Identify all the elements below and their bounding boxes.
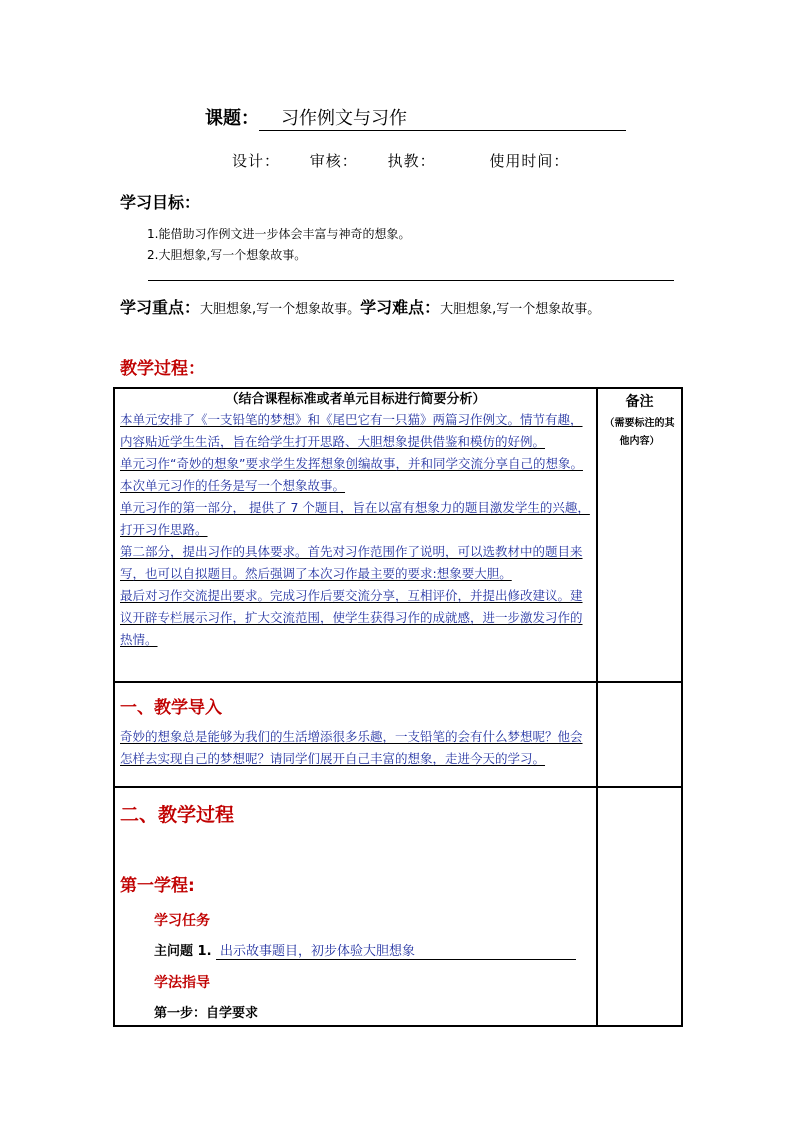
analysis-text — [120, 409, 591, 651]
analysis-head: （结合课程标准或者单元目标进行简要分析） — [225, 392, 486, 407]
key-row — [120, 295, 600, 318]
task-label: 学习任务 — [154, 913, 210, 929]
intro-cell — [114, 682, 597, 787]
difficulty-value: 大胆想象,写一个想象故事。 — [440, 302, 601, 317]
section1-text — [120, 726, 591, 770]
section2-title: 二、教学过程 — [120, 804, 235, 826]
meta-teach: 执教： — [387, 152, 436, 170]
note-cell-empty — [597, 787, 682, 1026]
meta-row — [232, 150, 593, 171]
process-title: 教学过程： — [120, 359, 205, 379]
difficulty-label: 学习难点： — [360, 298, 441, 317]
lesson-table — [113, 387, 683, 1027]
question-text: 出示故事题目，初步体验大胆想象 — [216, 940, 576, 960]
goal-item: 2.大胆想象,写一个想象故事。 — [147, 248, 307, 262]
topic-label: 课题： — [205, 108, 259, 129]
analysis-paragraph: 单元习作“奇妙的想象”要求学生发挥想象创编故事，并和同学交流分享自己的想象。本次单元习作的任务是写一个想象故事。 — [120, 456, 583, 493]
focus-value: 大胆想象,写一个想象故事。 — [200, 302, 361, 317]
divider — [148, 280, 674, 281]
meta-time: 使用时间： — [489, 152, 570, 170]
question-label: 主问题 1. — [154, 944, 212, 959]
goals-title: 学习目标： — [120, 193, 201, 212]
focus-label: 学习重点： — [120, 298, 201, 317]
section1-title: 一、教学导入 — [120, 698, 222, 718]
note-sub: （需要标注的其他内容） — [604, 418, 675, 447]
analysis-paragraph: 第二部分，提出习作的具体要求。首先对习作范围作了说明，可以选教材中的题目来写，也可以自拟题目。然后强调了本次习作最主要的要求:想象要大胆。 — [120, 544, 583, 581]
goal-item: 1.能借助习作例文进一步体会丰富与神奇的想象。 — [147, 227, 411, 241]
method-label: 学法指导 — [154, 975, 210, 991]
step-label: 第一步：自学要求 — [154, 1006, 259, 1021]
meta-design: 设计： — [232, 152, 281, 170]
note-cell-empty — [597, 682, 682, 787]
topic-value: 习作例文与习作 — [259, 104, 626, 131]
analysis-paragraph: 最后对习作交流提出要求。完成习作后要交流分享，互相评价，并提出修改建议。建议开辟专栏展示习作，扩大交流范围，使学生获得习作的成就感，进一步激发习作的热情。 — [120, 588, 583, 647]
meta-review: 审核： — [309, 152, 358, 170]
process-cell — [114, 787, 597, 1026]
goals-list — [147, 224, 410, 266]
learn-stage-title: 第一学程: — [120, 876, 195, 896]
analysis-cell — [114, 388, 597, 682]
topic-row — [205, 104, 626, 131]
section1-paragraph: 奇妙的想象总是能够为我们的生活增添很多乐趣，一支铅笔的会有什么梦想呢？他会怎样去实现自己的梦想呢？请同学们展开自己丰富的想象，走进今天的学习。 — [120, 729, 583, 766]
note-cell — [597, 388, 682, 682]
analysis-paragraph: 本单元安排了《一支铅笔的梦想》和《尾巴它有一只猫》两篇习作例文。情节有趣，内容贴近学生生活，旨在给学生打开思路、大胆想象提供借鉴和模仿的好例。 — [120, 412, 583, 449]
note-title: 备注 — [625, 394, 654, 410]
analysis-paragraph: 单元习作的第一部分， 提供了 7 个题目，旨在以富有想象力的题目激发学生的兴趣，打开习作思路。 — [120, 500, 590, 537]
question-row — [120, 940, 591, 960]
